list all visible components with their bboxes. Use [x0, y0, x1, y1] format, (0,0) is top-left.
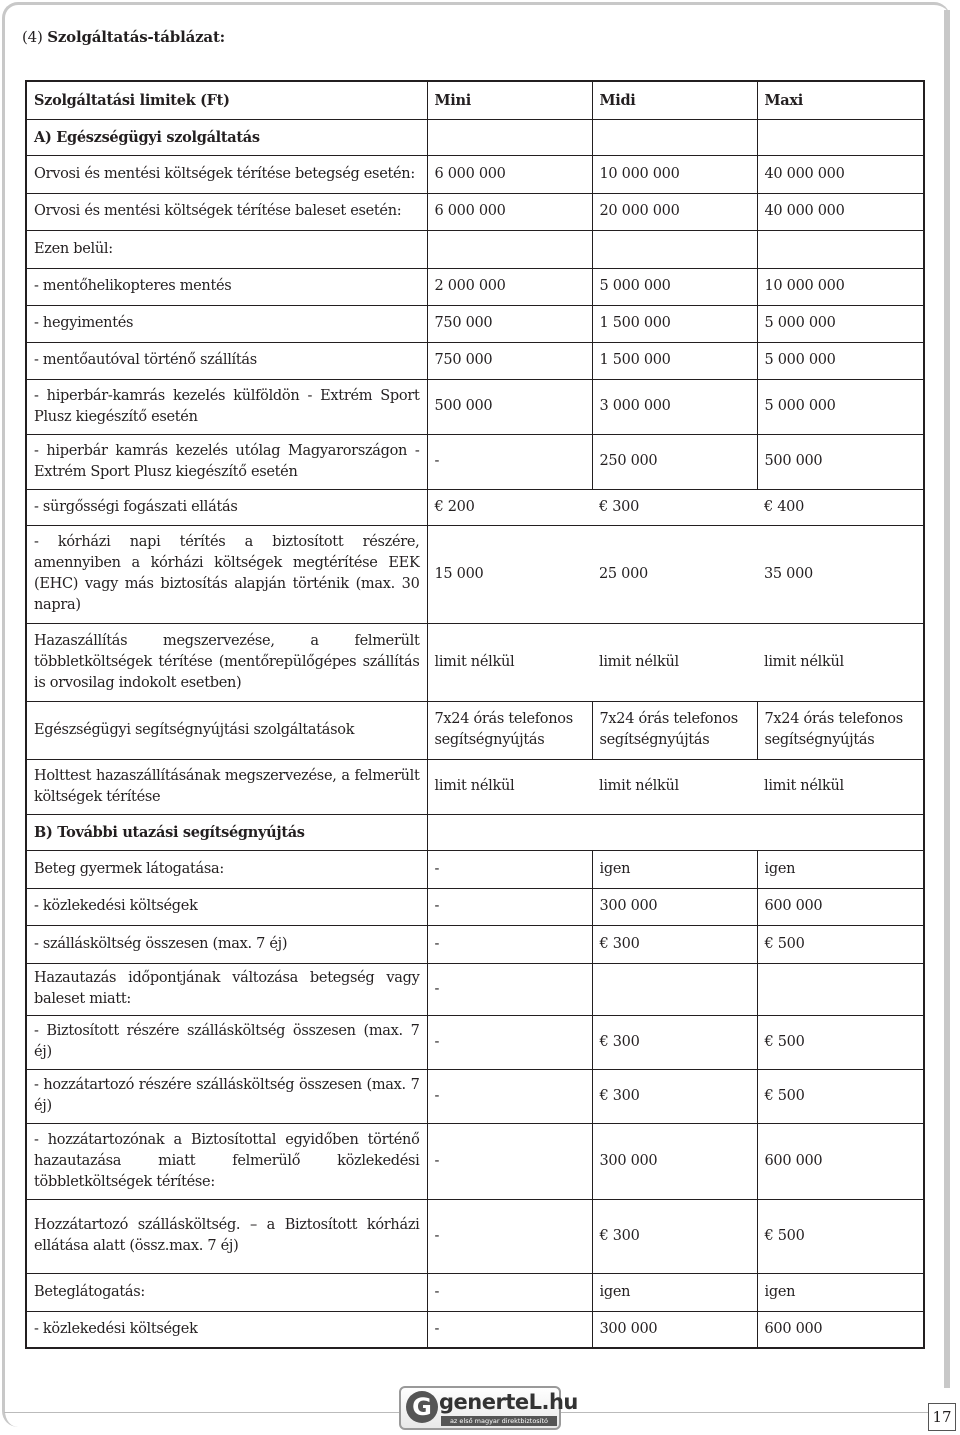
table-row [26, 434, 924, 489]
table-row [26, 305, 924, 342]
mini-value: Mini [427, 81, 592, 119]
mini-value: 6 000 000 [427, 193, 592, 230]
table-row [26, 925, 924, 963]
mini-value: limit nélkül [427, 623, 592, 701]
maxi-value: 600 000 [757, 1311, 924, 1348]
midi-value: 300 000 [592, 1311, 757, 1348]
row-label: Egészségügyi segítségnyújtási szolgáltatások [26, 701, 427, 759]
row-label: Orvosi és mentési költségek térítése baleset esetén: [26, 193, 427, 230]
row-label: Beteg gyermek látogatása: [26, 850, 427, 888]
row-label: Holttest hazaszállításának megszervezése, a felmerült költségek térítése [26, 759, 427, 814]
table-row [26, 342, 924, 379]
maxi-value: 40 000 000 [757, 193, 924, 230]
page-frame-edge [944, 10, 950, 1388]
table-row [26, 525, 924, 623]
section-number: (4) [22, 28, 43, 46]
footer-rule-right [561, 1412, 928, 1413]
mini-value: € 200 [427, 489, 592, 525]
midi-value: 7x24 órás telefonos segítségnyújtás [592, 701, 757, 759]
midi-value: igen [592, 1273, 757, 1311]
maxi-value: limit nélkül [757, 623, 924, 701]
maxi-value: € 500 [757, 1015, 924, 1069]
table-row [26, 759, 924, 814]
mini-value: 500 000 [427, 379, 592, 434]
section-title: Szolgáltatás-táblázat: [47, 28, 226, 46]
maxi-value: 10 000 000 [757, 268, 924, 305]
table-row [26, 963, 924, 1015]
row-label: Ezen belül: [26, 230, 427, 268]
maxi-value [757, 119, 924, 155]
maxi-value: igen [757, 1273, 924, 1311]
midi-value: 1 500 000 [592, 342, 757, 379]
logo-slogan: az első magyar direktbiztosító [441, 1416, 557, 1426]
table-row [26, 268, 924, 305]
mini-value: 7x24 órás telefonos segítségnyújtás [427, 701, 592, 759]
maxi-value: 5 000 000 [757, 379, 924, 434]
row-label: Hazaszállítás megszervezése, a felmerült többletköltségek térítése (mentőrepülőgépes szállítás is orvosilag indokolt esetben) [26, 623, 427, 701]
table-row [26, 814, 924, 850]
midi-value: € 300 [592, 1199, 757, 1273]
table-row [26, 1273, 924, 1311]
mini-value: - [427, 1199, 592, 1273]
row-label: A) Egészségügyi szolgáltatás [26, 119, 427, 155]
maxi-value [757, 814, 924, 850]
page-number: 17 [928, 1403, 956, 1431]
table-row [26, 193, 924, 230]
table-row [26, 850, 924, 888]
row-label: - hozzátartozónak a Biztosítottal egyidőben történő hazautazása miatt felmerülő közlekedési többletköltségek térítése: [26, 1123, 427, 1199]
midi-value [592, 119, 757, 155]
row-label: - mentőhelikopteres mentés [26, 268, 427, 305]
maxi-value: € 400 [757, 489, 924, 525]
maxi-value: € 500 [757, 1199, 924, 1273]
midi-value: limit nélkül [592, 759, 757, 814]
table-row [26, 888, 924, 925]
maxi-value: limit nélkül [757, 759, 924, 814]
row-label: Szolgáltatási limitek (Ft) [26, 81, 427, 119]
row-label: - hegyimentés [26, 305, 427, 342]
maxi-value: € 500 [757, 925, 924, 963]
row-label: - kórházi napi térítés a biztosított részére, amennyiben a kórházi költségek megtérítése EEK (EHC) vagy más biztosítás alapján történik (max. 30 napra) [26, 525, 427, 623]
mini-value: 750 000 [427, 342, 592, 379]
row-label: - Biztosított részére szállásköltség összesen (max. 7 éj) [26, 1015, 427, 1069]
table-row [26, 1311, 924, 1348]
mini-value: limit nélkül [427, 759, 592, 814]
row-label: - hiperbár-kamrás kezelés külföldön - Extrém Sport Plusz kiegészítő esetén [26, 379, 427, 434]
midi-value: € 300 [592, 1069, 757, 1123]
row-label: Hozzátartozó szállásköltség. – a Biztosított kórházi ellátása alatt (össz.max. 7 éj) [26, 1199, 427, 1273]
mini-value [427, 230, 592, 268]
mini-value: - [427, 925, 592, 963]
genertel-logo [399, 1386, 578, 1430]
mini-value: - [427, 1273, 592, 1311]
mini-value: - [427, 1069, 592, 1123]
midi-value: € 300 [592, 925, 757, 963]
mini-value: - [427, 434, 592, 489]
maxi-value: 500 000 [757, 434, 924, 489]
table-row [26, 1123, 924, 1199]
row-label: - hozzátartozó részére szállásköltség összesen (max. 7 éj) [26, 1069, 427, 1123]
midi-value [592, 814, 757, 850]
mini-value: - [427, 850, 592, 888]
mini-value: - [427, 1123, 592, 1199]
midi-value: 3 000 000 [592, 379, 757, 434]
mini-value: - [427, 1311, 592, 1348]
mini-value [427, 119, 592, 155]
section-heading [22, 28, 225, 46]
row-label: - sürgősségi fogászati ellátás [26, 489, 427, 525]
mini-value: 750 000 [427, 305, 592, 342]
row-label: - hiperbár kamrás kezelés utólag Magyarországon - Extrém Sport Plusz kiegészítő esetén [26, 434, 427, 489]
midi-value: 1 500 000 [592, 305, 757, 342]
maxi-value: 5 000 000 [757, 342, 924, 379]
midi-value [592, 963, 757, 1015]
maxi-value [757, 963, 924, 1015]
mini-value: 15 000 [427, 525, 592, 623]
mini-value: - [427, 888, 592, 925]
maxi-value [757, 230, 924, 268]
table-row [26, 230, 924, 268]
table-row [26, 155, 924, 193]
logo-g-icon: G [406, 1391, 438, 1423]
midi-value: 5 000 000 [592, 268, 757, 305]
maxi-value: 600 000 [757, 888, 924, 925]
midi-value [592, 230, 757, 268]
service-limits-table [25, 80, 925, 1349]
table-row [26, 379, 924, 434]
midi-value: igen [592, 850, 757, 888]
midi-value: 20 000 000 [592, 193, 757, 230]
table-row [26, 119, 924, 155]
row-label: Orvosi és mentési költségek térítése betegség esetén: [26, 155, 427, 193]
footer-rule-left [4, 1412, 399, 1413]
midi-value: 300 000 [592, 1123, 757, 1199]
mini-value [427, 814, 592, 850]
table-row [26, 1069, 924, 1123]
mini-value: 6 000 000 [427, 155, 592, 193]
table-row [26, 489, 924, 525]
midi-value: limit nélkül [592, 623, 757, 701]
row-label: - mentőautóval történő szállítás [26, 342, 427, 379]
midi-value: 250 000 [592, 434, 757, 489]
table-row [26, 1015, 924, 1069]
maxi-value: € 500 [757, 1069, 924, 1123]
maxi-value: 7x24 órás telefonos segítségnyújtás [757, 701, 924, 759]
row-label: Hazautazás időpontjának változása betegség vagy baleset miatt: [26, 963, 427, 1015]
row-label: Beteglátogatás: [26, 1273, 427, 1311]
maxi-value: 35 000 [757, 525, 924, 623]
logo-brand: generteL.hu [439, 1390, 578, 1414]
mini-value: 2 000 000 [427, 268, 592, 305]
maxi-value: 600 000 [757, 1123, 924, 1199]
mini-value: - [427, 1015, 592, 1069]
table-body [26, 81, 924, 1348]
midi-value: Midi [592, 81, 757, 119]
maxi-value: igen [757, 850, 924, 888]
mini-value: - [427, 963, 592, 1015]
midi-value: 25 000 [592, 525, 757, 623]
table-row [26, 1199, 924, 1273]
maxi-value: 40 000 000 [757, 155, 924, 193]
maxi-value: 5 000 000 [757, 305, 924, 342]
maxi-value: Maxi [757, 81, 924, 119]
midi-value: € 300 [592, 489, 757, 525]
table-row [26, 81, 924, 119]
table-row [26, 623, 924, 701]
midi-value: € 300 [592, 1015, 757, 1069]
row-label: B) További utazási segítségnyújtás [26, 814, 427, 850]
row-label: - szállásköltség összesen (max. 7 éj) [26, 925, 427, 963]
table-row [26, 701, 924, 759]
midi-value: 10 000 000 [592, 155, 757, 193]
row-label: - közlekedési költségek [26, 1311, 427, 1348]
midi-value: 300 000 [592, 888, 757, 925]
row-label: - közlekedési költségek [26, 888, 427, 925]
